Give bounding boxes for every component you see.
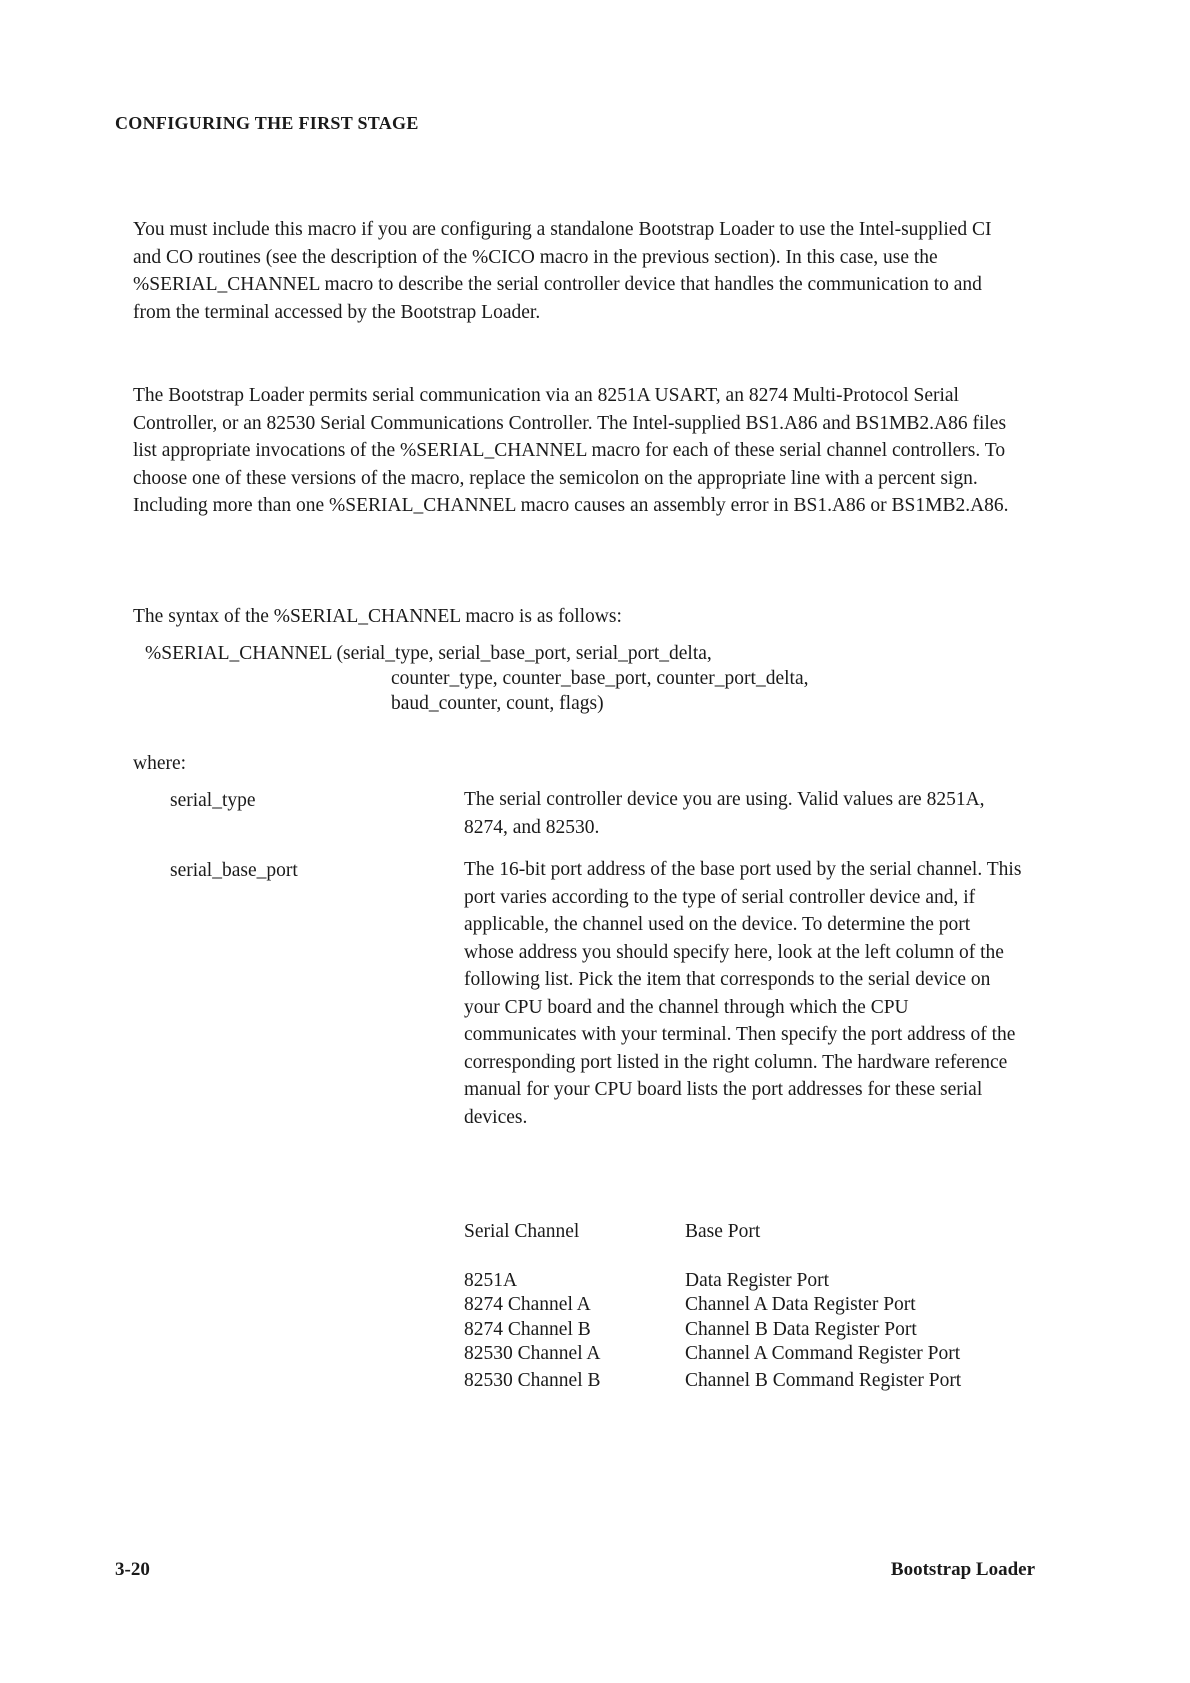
table-row [464, 1318, 1024, 1343]
table-cell: 8274 Channel B [464, 1318, 591, 1340]
serial-options-paragraph: The Bootstrap Loader permits serial communication via an 8251A USART, an 8274 Multi-Protocol Serial Controller, or an 82530 Serial Communications Controller. The Intel-supplied BS1.A86 and BS1MB2.A86 files list appropriate invocations of the %SERIAL_CHANNEL macro for each of these serial channel controllers. To choose one of these versions of the macro, replace the semicolon on the appropriate line with a percent sign. Including more than one %SERIAL_CHANNEL macro causes an assembly error in BS1.A86 or BS1MB2.A86. [133, 385, 1009, 516]
table-cell: Channel A Command Register Port [685, 1343, 961, 1364]
table-header-base-port: Base Port [685, 1221, 761, 1242]
table-row [464, 1369, 1024, 1394]
param-term-serial-base-port: serial_base_port [170, 860, 298, 881]
manual-title: Bootstrap Loader [890, 1559, 1035, 1580]
intro-paragraph: You must include this macro if you are configuring a standalone Bootstrap Loader to use the Intel-supplied CI and CO routines (see the description of the %CICO macro in the previous section). In this case, use the %SERIAL_CHANNEL macro to describe the serial controller device that handles the communication to and from the terminal accessed by the Bootstrap Loader. [133, 219, 992, 323]
syntax-line: %SERIAL_CHANNEL (serial_type, serial_base_port, serial_port_delta, [145, 643, 712, 664]
table-cell: 82530 Channel B [464, 1369, 601, 1391]
where-label: where: [133, 753, 187, 774]
section-heading: CONFIGURING THE FIRST STAGE [115, 113, 419, 133]
table-header-serial-channel: Serial Channel [464, 1221, 580, 1242]
table-cell: Channel A Data Register Port [685, 1294, 916, 1315]
table-cell: 8274 Channel A [464, 1294, 591, 1315]
table-cell: Channel B Command Register Port [685, 1369, 962, 1391]
table-row [464, 1342, 1024, 1369]
page-number: 3-20 [115, 1559, 150, 1580]
syntax-line: counter_type, counter_base_port, counter_port_delta, [391, 668, 809, 689]
table-cell: 8251A [464, 1269, 518, 1291]
table-cell: Channel B Data Register Port [685, 1318, 917, 1340]
param-definition-serial-base-port: The 16-bit port address of the base port used by the serial channel. This port varies according to the type of serial controller device and, if applicable, the channel used on the device. To determine the port whose address you should specify here, look at the left column of the following list. Pick the item that corresponds to the serial device on your CPU board and the channel through which the CPU communicates with your terminal. Then specify the port address of the corresponding port listed in the right column. The hardware reference manual for your CPU board lists the port addresses for these serial devices. [464, 859, 1022, 1128]
table-cell: 82530 Channel A [464, 1343, 601, 1364]
table-row [464, 1293, 1024, 1318]
table-header-row [464, 1220, 1024, 1269]
syntax-intro: The syntax of the %SERIAL_CHANNEL macro is as follows: [133, 606, 622, 627]
table-cell: Data Register Port [685, 1269, 830, 1291]
param-term-serial-type: serial_type [170, 790, 256, 811]
macro-syntax-block [145, 641, 1045, 716]
syntax-line: baud_counter, count, flags) [391, 693, 604, 714]
port-table [464, 1220, 1024, 1393]
table-row [464, 1269, 1024, 1294]
param-definition-serial-type: The serial controller device you are using. Valid values are 8251A, 8274, and 82530. [464, 789, 985, 838]
